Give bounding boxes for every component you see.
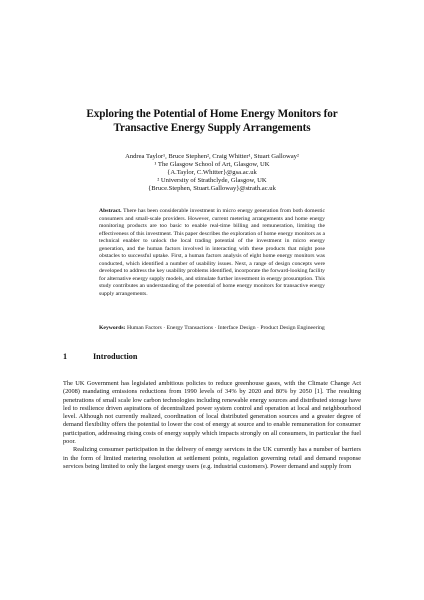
author-list: Andrea Taylor¹, Bruce Stephen², Craig Whitter¹, Stuart Galloway² — [125, 153, 299, 160]
author-block — [60, 153, 364, 193]
title-line-2: Transactive Energy Supply Arrangements — [113, 121, 311, 134]
keywords — [99, 325, 325, 333]
affiliation-2: ² University of Strathclyde, Glasgow, UK — [157, 177, 267, 185]
title-line-1: Exploring the Potential of Home Energy Monitors for — [86, 108, 338, 120]
paragraph: Realizing consumer participation in the delivery of energy services in the UK currently has a number of barriers in the form of limited metering resolution at settlement points, regulation governing retail and demand response services being limited to only the largest energy users (e.g. industrial customers). Power demand and supply from — [63, 446, 361, 470]
paragraph: The UK Government has legislated ambitious policies to reduce greenhouse gases, with the Climate Change Act (2008) mandating emissions reductions from 1990 levels of 34% by 2020 and 80% by 2050 [1]. The resulting penetrations of small scale low carbon technologies including renewable energy sources and distributed storage have led to resilience driven aspirations of decentralized power system control and operation at local and neighbourhood level. Although not currently realized, coordination of local distributed generation sources and a greater degree of demand flexibility offers the potential to lower the cost of energy at source and to enable remuneration for consumer participation, addressing rising costs of energy supply which impacts strongly on all consumers, in particular the fuel poor. — [63, 380, 361, 445]
paper-title — [60, 108, 364, 135]
abstract — [99, 208, 325, 299]
affiliation-2-email: {Bruce.Stephen, Stuart.Galloway}@strath.ac.uk — [148, 185, 276, 193]
keywords-text: Human Factors · Energy Transactions · Interface Design · Product Design Engineering — [126, 325, 325, 331]
body-text — [63, 380, 361, 471]
keywords-label: Keywords: — [99, 325, 126, 331]
affiliation-1: ¹ The Glasgow School of Art, Glasgow, UK — [154, 161, 270, 169]
section-number: 1 — [63, 352, 68, 361]
abstract-text: There has been considerable investment in micro energy generation from both domestic consumers and small-scale providers. However, current metering arrangements and home energy monitoring products are too basic to enable real-time billing and remuneration, limiting the effectiveness of this investment. This paper describes the exploration of home energy monitors as a technical enabler to unlock the local trading potential of the investment in micro energy generation, and the human factors involved in interacting with these products that might pose obstacles to successful uptake. First, a human factors analysis of eight home energy monitors was conducted, which identified a number of usability issues. Next, a range of design concepts were developed to address the key usability problems identified, incorporate the forward-looking facility for alternative energy supply models, and stimulate further investment in energy prosumption. This study contributes an understanding of the potential of home energy monitors for transactive energy supply arrangements. — [99, 208, 325, 298]
affiliation-1-email: {A.Taylor, C.Whitter}@gsa.ac.uk — [167, 169, 257, 177]
section-title: Introduction — [93, 352, 138, 361]
abstract-label: Abstract. — [99, 208, 122, 214]
section-heading — [63, 352, 137, 361]
